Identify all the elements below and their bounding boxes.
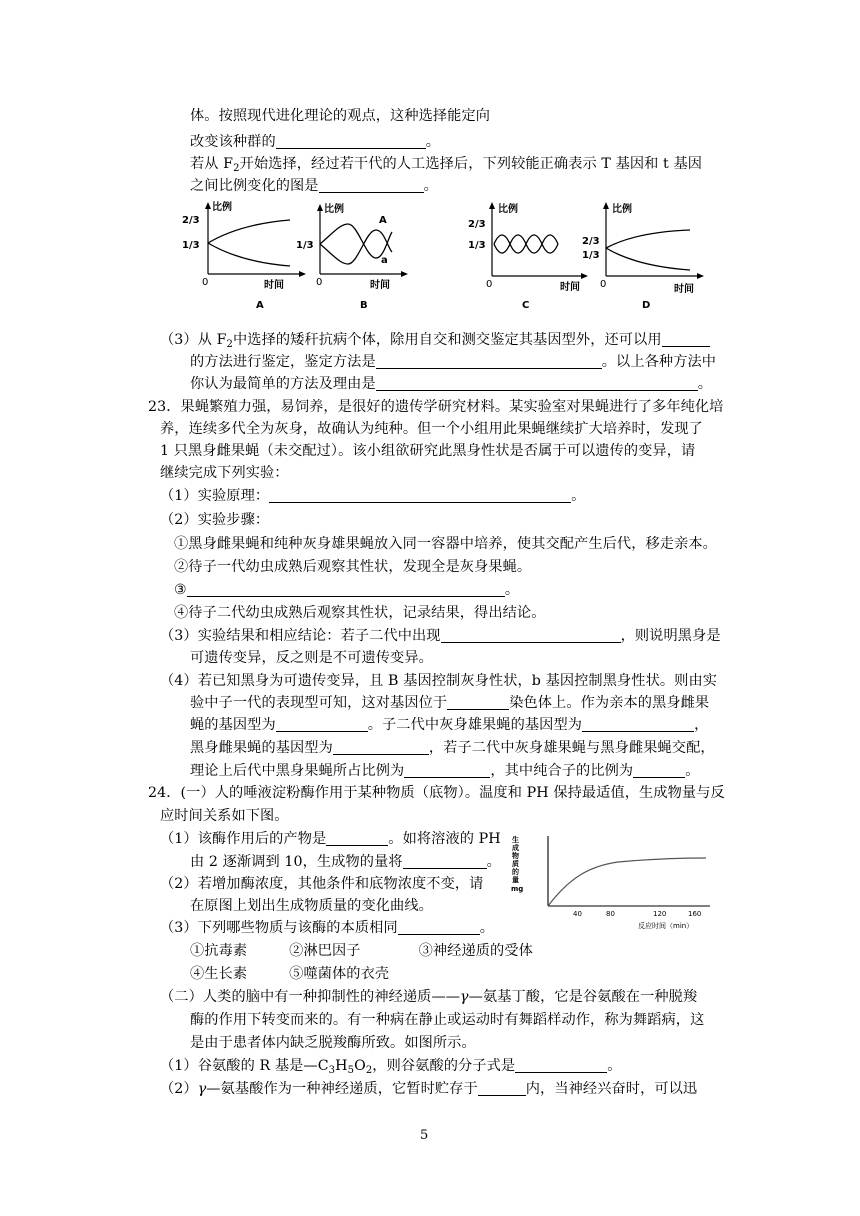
q24-b-part1: （1）谷氨酸的 R 基是$—C_3H_5O_2$，则谷氨酸的分子式是 。 <box>160 1058 622 1076</box>
blank-black-female-genotype[interactable] <box>333 738 429 755</box>
q24-part2-line1: （2）若增加酶浓度，其他条件和底物浓度不变，请 <box>160 876 484 892</box>
blank-principle[interactable] <box>269 486 571 503</box>
q22-line1: 体。按照现代进化理论的观点，这种选择能定向 <box>190 108 491 124</box>
q24-options-row1: ①抗毒素 ②淋巴因子 ③神经递质的受体 <box>190 943 533 959</box>
svg-text:A: A <box>256 300 264 311</box>
svg-text:mg: mg <box>511 885 524 893</box>
blank-molecular-formula[interactable] <box>515 1056 607 1073</box>
chart-c[interactable] <box>468 202 588 311</box>
q23-step4: ④待子二代幼虫成熟后观察其性状，记录结果，得出结论。 <box>174 605 546 621</box>
blank-gray-male-genotype[interactable] <box>582 715 694 732</box>
blank-result[interactable] <box>441 626 621 643</box>
svg-text:比例: 比例 <box>498 204 518 215</box>
q24-stem-line1: 24．(一）人的唾液淀粉酶作用于某种物质（底物）。温度和 PH 保持最适值，生成物量与反 <box>148 785 725 801</box>
svg-text:1/3: 1/3 <box>582 250 600 261</box>
q23-part3-line2: 可遗传变异，反之则是不可遗传变异。 <box>190 650 433 666</box>
q23-part4-line2: 验中子一代的表现型可知，这对基因位于 染色体上。作为亲本的黑身雌果 <box>190 695 710 711</box>
q23-stem-line4: 继续完成下列实验： <box>160 465 289 481</box>
svg-text:物: 物 <box>512 852 519 860</box>
q24-b-line3: 是由于患者体内缺乏脱羧酶所致。如图所示。 <box>190 1035 476 1051</box>
svg-text:1/3: 1/3 <box>182 240 200 251</box>
blank-storage-location[interactable] <box>478 1079 526 1096</box>
q22-line2: 改变该种群的 。 <box>190 134 441 150</box>
svg-text:C: C <box>522 300 530 311</box>
q23-step3: ③ 。 <box>174 582 520 598</box>
svg-text:质: 质 <box>512 860 519 868</box>
blank-chart-choice[interactable] <box>319 176 424 193</box>
enzyme-product-chart <box>510 832 720 932</box>
blank-product[interactable] <box>326 829 388 846</box>
svg-text:D: D <box>642 300 651 311</box>
ratio-charts <box>180 196 720 316</box>
q23-part4-line1: （4）若已知黑身为可遗传变异，且 B 基因控制灰身性状，b 基因控制黑身性状。则由实 <box>160 673 718 689</box>
svg-text:0: 0 <box>316 277 323 288</box>
svg-text:的: 的 <box>512 868 519 876</box>
q24-b-line1: （二）人类的脑中有一种抑制性的神经递质——γ—氨基丁酸，它是谷氨酸在一种脱羧 <box>160 989 698 1005</box>
blank-chromosome[interactable] <box>447 693 509 710</box>
blank-same-nature[interactable] <box>398 918 480 935</box>
svg-text:时间: 时间 <box>264 280 284 291</box>
svg-text:量: 量 <box>512 876 519 884</box>
blank-step3[interactable] <box>187 580 505 597</box>
svg-text:时间: 时间 <box>674 284 694 295</box>
blank-black-ratio[interactable] <box>404 761 490 778</box>
q23-part4-line4: 黑身雌果蝇的基因型为 ，若子二代中灰身雄果蝇与黑身雌果蝇交配， <box>190 740 715 756</box>
q24-part3: （3）下列哪些物质与该酶的本质相同 。 <box>160 920 495 936</box>
blank-simplest-method[interactable] <box>376 374 698 391</box>
svg-text:120: 120 <box>653 910 667 918</box>
q23-part4-line5: 理论上后代中黑身果蝇所占比例为 ，其中纯合子的比例为 。 <box>190 763 700 779</box>
page-number: 5 <box>420 1128 429 1143</box>
svg-text:A: A <box>379 215 387 226</box>
svg-text:2/3: 2/3 <box>582 236 600 247</box>
svg-text:1/3: 1/3 <box>296 240 314 251</box>
blank-product-change[interactable] <box>403 852 487 869</box>
chart-d[interactable] <box>582 202 704 311</box>
svg-text:a: a <box>381 255 388 266</box>
q24-options-row2: ④生长素 ⑤噬菌体的衣壳 <box>190 966 390 982</box>
chart-b[interactable] <box>296 202 408 311</box>
svg-text:时间: 时间 <box>370 280 390 291</box>
q22-line3: 若从 $F_2$开始选择，经过若干代的人工选择后，下列较能正确表示 T 基因和 t 基因 <box>190 156 703 174</box>
blank-identification-method[interactable] <box>376 352 602 369</box>
svg-text:0: 0 <box>202 277 209 288</box>
svg-text:比例: 比例 <box>324 204 344 215</box>
q23-stem-line3: 1 只黑身雌果蝇（未交配过）。该小组欲研究此黑身性状是否属于可以遗传的变异，请 <box>160 443 696 459</box>
svg-text:0: 0 <box>486 279 493 290</box>
svg-text:80: 80 <box>606 910 615 918</box>
q23-part2: （2）实验步骤： <box>160 512 270 528</box>
svg-text:2/3: 2/3 <box>468 219 486 230</box>
svg-text:比例: 比例 <box>612 204 632 215</box>
q24-part1-line1: （1）该酶作用后的产物是 。如将溶液的 PH <box>160 831 501 847</box>
q23-part1: （1）实验原理： 。 <box>160 488 586 504</box>
svg-text:160: 160 <box>688 910 702 918</box>
q23-step2: ②待子一代幼虫成熟后观察其性状，发现全是灰身果蝇。 <box>174 559 532 575</box>
q24-b-line2: 酶的作用下转变而来的。有一种病在静止或运动时有舞蹈样动作，称为舞蹈病，这 <box>190 1012 705 1028</box>
svg-text:2/3: 2/3 <box>182 215 200 226</box>
q23-stem-line2: 养，连续多代全为灰身，故确认为纯种。但一个小组用此果蝇继续扩大培养时，发现了 <box>160 421 703 437</box>
q22-part3-line3: 你认为最简单的方法及理由是 。 <box>190 376 713 392</box>
svg-text:1/3: 1/3 <box>468 240 486 251</box>
blank-method[interactable] <box>662 330 710 347</box>
svg-text:成: 成 <box>512 844 519 852</box>
chart-a[interactable] <box>182 200 306 311</box>
blank-parent-genotype[interactable] <box>276 715 368 732</box>
blank-homozygote-ratio[interactable] <box>633 761 685 778</box>
q24-b-part2: （2）γ—氨基酸作为一种神经递质，它暂时贮存于 内，当神经兴奋时，可以迅 <box>160 1081 698 1097</box>
q24-stem-line2: 应时间关系如下图。 <box>160 808 289 824</box>
q24-part1-line2: 由 2 逐渐调到 10，生成物的量将 。 <box>190 854 501 870</box>
q23-part3-line1: （3）实验结果和相应结论：若子二代中出现 ，则说明黑身是 <box>160 628 721 644</box>
q22-part3-line2: 的方法进行鉴定，鉴定方法是 。以上各种方法中 <box>190 354 717 370</box>
svg-text:反应时间（min）: 反应时间（min） <box>638 922 694 930</box>
svg-text:0: 0 <box>600 279 607 290</box>
q22-line4: 之间比例变化的图是 。 <box>190 178 438 194</box>
q22-part3-line1: （3）从 $F_2$中选择的矮秆抗病个体，除用自交和测交鉴定其基因型外，还可以用 <box>160 330 710 355</box>
q23-part4-line3: 蝇的基因型为 。子二代中灰身雄果蝇的基因型为 ， <box>190 717 709 733</box>
svg-text:生: 生 <box>512 836 519 844</box>
svg-text:比例: 比例 <box>212 202 232 213</box>
svg-text:时间: 时间 <box>560 282 580 293</box>
svg-text:B: B <box>360 300 368 311</box>
q24-part2-line2: 在原图上划出生成物质量的变化曲线。 <box>190 898 433 914</box>
svg-text:40: 40 <box>573 910 582 918</box>
q23-step1: ①黑身雌果蝇和纯种灰身雄果蝇放入同一容器中培养，使其交配产生后代，移走亲本。 <box>174 536 717 552</box>
blank-gene-frequency[interactable] <box>276 132 426 149</box>
q23-stem-line1: 23．果蝇繁殖力强，易饲养，是很好的遗传学研究材料。某实验室对果蝇进行了多年纯化培 <box>148 399 724 415</box>
